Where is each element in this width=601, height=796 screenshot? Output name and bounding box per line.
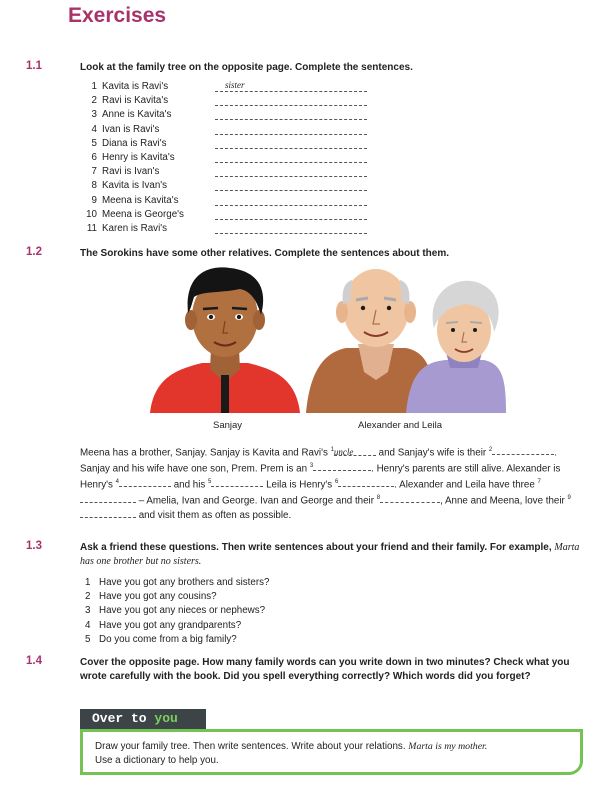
para-text: Meena has a brother, Sanjay. Sanjay is Kavita and Ravi's: [80, 447, 331, 459]
gap-1-answer: uncle: [333, 447, 354, 458]
over-to-you-text: Draw your family tree. Then write sentences. Write about your relations.: [95, 741, 406, 752]
item-number: 7: [91, 166, 97, 178]
over-to-you-box: [80, 729, 583, 775]
answer-blank[interactable]: [215, 165, 367, 177]
item-number: 4: [91, 123, 97, 135]
caption-alexander-leila: Alexander and Leila: [358, 420, 442, 431]
para-text: Leila is Henry's: [263, 479, 335, 491]
question-text: Have you got any cousins?: [99, 591, 217, 603]
item-number: 1: [91, 81, 97, 92]
alexander-and-leila-illustration: [306, 268, 506, 413]
answer-blank[interactable]: [215, 123, 367, 135]
gap-number: 7: [537, 478, 541, 485]
question-item: [85, 590, 269, 604]
question-item: [85, 576, 269, 590]
gap-5[interactable]: [211, 477, 263, 487]
answer-blank[interactable]: [215, 137, 367, 149]
exercise-1-4-instruction: Cover the opposite page. How many family words can you write down in two minutes? Check what you wrote carefully with the book. Did you spell everything correctly? Which words did you forget?: [80, 657, 570, 682]
gap-8[interactable]: [380, 493, 440, 503]
sentence-item: [85, 137, 184, 151]
answer-text: sister: [225, 80, 245, 90]
sentence-item: [85, 108, 184, 122]
exercise-1-3-instruction-text: Ask a friend these questions. Then write sentences about your friend and their family. For example,: [80, 542, 552, 553]
sanjay-illustration: [150, 265, 300, 413]
question-text: Do you come from a big family?: [99, 633, 237, 645]
item-text: Ravi is Ivan's: [102, 166, 160, 178]
gap-number: 4: [115, 478, 119, 485]
gap-3[interactable]: [313, 461, 371, 471]
question-number: 4: [85, 619, 91, 631]
item-text: Kavita is Ivan's: [102, 180, 168, 192]
gap-2[interactable]: [492, 445, 554, 455]
item-text: Meena is George's: [102, 208, 184, 220]
question-item: [85, 619, 269, 633]
exercise-1-2-paragraph: [80, 444, 583, 523]
item-number: 10: [86, 208, 97, 220]
item-text: Kavita is Ravi's: [102, 81, 169, 92]
item-number: 5: [91, 137, 97, 149]
item-text: Ivan is Ravi's: [102, 123, 160, 135]
item-number: 9: [91, 194, 97, 206]
item-text: Anne is Kavita's: [102, 109, 172, 121]
gap-7[interactable]: [80, 493, 136, 503]
item-number: 2: [91, 95, 97, 107]
gap-number: 6: [334, 478, 339, 485]
exercise-1-3-questions: [85, 576, 269, 647]
answer-blank[interactable]: [215, 108, 367, 120]
answer-blank[interactable]: [215, 222, 367, 234]
exercise-number-1-1: 1.1: [26, 60, 42, 72]
sentence-item: [85, 208, 184, 222]
question-number: 1: [85, 577, 91, 588]
answer-blank[interactable]: [215, 194, 367, 206]
sentence-item: [85, 151, 184, 165]
you-label: you: [154, 711, 178, 726]
question-text: Have you got any brothers and sisters?: [99, 577, 270, 588]
gap-number: 5: [208, 478, 212, 485]
gap-number: 2: [488, 447, 493, 453]
answer-blank[interactable]: [215, 94, 367, 106]
sentence-item: [85, 222, 184, 236]
sentence-item: [85, 165, 184, 179]
gap-number: 9: [567, 494, 571, 501]
caption-sanjay: Sanjay: [213, 420, 243, 431]
over-to-label: Over to: [92, 711, 147, 726]
item-text: Ravi is Kavita's: [102, 95, 169, 107]
sentence-item: [85, 94, 184, 108]
sentence-item: [85, 80, 245, 94]
question-number: 3: [85, 605, 91, 617]
exercise-number-1-3: 1.3: [26, 540, 42, 552]
item-number: 8: [91, 180, 97, 192]
para-text: . Alexander and Leila have three: [394, 479, 538, 491]
sentence-item: [85, 179, 184, 193]
gap-number: 8: [376, 494, 381, 501]
answer-blank[interactable]: [215, 151, 367, 163]
page-title: Exercises: [68, 4, 167, 27]
item-text: Diana is Ravi's: [102, 137, 167, 149]
para-text: – Amelia, Ivan and George. Ivan and George and their: [136, 495, 377, 507]
exercise-1-2-instruction: The Sorokins have some other relatives. Complete the sentences about them.: [80, 248, 449, 259]
over-to-you-tab: [80, 709, 206, 729]
item-number: 3: [91, 109, 97, 121]
exercise-number-1-4: 1.4: [26, 655, 42, 667]
exercise-number-1-2: 1.2: [26, 246, 42, 258]
exercise-1-1-instruction: Look at the family tree on the opposite page. Complete the sentences.: [80, 62, 413, 73]
gap-number: 3: [309, 462, 314, 469]
answer-blank[interactable]: [215, 179, 367, 191]
exercise-1-1-list: [85, 80, 245, 236]
item-number: 6: [91, 151, 97, 163]
item-text: Henry is Kavita's: [102, 151, 175, 163]
exercise-1-3-example: Marta has one brother but no sisters.: [80, 542, 580, 567]
exercise-1-3-instruction: [80, 541, 585, 568]
item-number: 11: [86, 222, 97, 234]
question-number: 5: [85, 633, 91, 645]
gap-4[interactable]: [119, 477, 171, 487]
question-number: 2: [85, 591, 91, 603]
gap-number: 1: [330, 447, 334, 453]
para-text: and Sanjay's wife is their: [375, 447, 489, 459]
para-text: , Anne and Meena, love their: [440, 495, 568, 507]
para-text: and visit them as often as possible.: [136, 509, 292, 521]
sentence-item: [85, 123, 184, 137]
para-text: . Sanjay and his wife have one son, Prem. Prem is an: [80, 447, 557, 475]
question-text: Have you got any grandparents?: [99, 619, 242, 631]
para-text: . Henry's parents are still alive. Alexander is Henry's: [80, 463, 561, 491]
answer-blank[interactable]: [215, 208, 367, 220]
sentence-item: [85, 194, 184, 208]
gap-6[interactable]: [338, 477, 394, 487]
para-text: and his: [170, 479, 209, 491]
gap-9[interactable]: [80, 508, 136, 518]
gap-1[interactable]: [334, 446, 376, 456]
item-text: Meena is Kavita's: [102, 194, 179, 206]
question-item: [85, 633, 269, 647]
question-item: [85, 604, 269, 618]
item-text: Karen is Ravi's: [102, 222, 168, 234]
over-to-you-example: Marta is my mother.: [408, 741, 488, 752]
question-text: Have you got any nieces or nephews?: [99, 605, 266, 617]
over-to-you-text-2: Use a dictionary to help you.: [95, 754, 219, 766]
